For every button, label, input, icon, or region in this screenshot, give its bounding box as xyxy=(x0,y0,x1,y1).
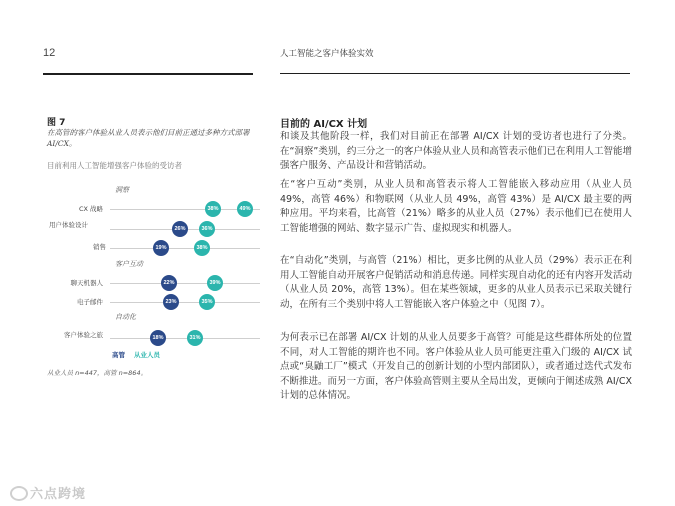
dot-staff-chatbot: 22% xyxy=(161,275,177,291)
row-label-chatbot: 聊天机器人 xyxy=(70,279,103,287)
figure-subtitle: 目前利用人工智能增强客户体验的受访者 xyxy=(47,161,182,170)
dot-exec-ux-design: 36% xyxy=(199,221,215,237)
legend-staff: 从业人员 xyxy=(134,351,160,359)
dot-staff-email: 23% xyxy=(163,294,179,310)
dot-staff-ux-design: 26% xyxy=(172,221,188,237)
dot-exec-email: 35% xyxy=(199,294,215,310)
paragraph-1: 和谈及其他阶段一样，我们对目前正在部署 AI/CX 计划的受访者也进行了分类。在“洞察”类别，约三分之一的客户体验从业人员和高管表示他们已在利用人工智能增强客户服务、产品设计和营销活动。 xyxy=(280,131,632,171)
row-track xyxy=(110,248,260,249)
figure-title: 图 7 xyxy=(47,118,66,128)
row-label-email: 电子邮件 xyxy=(77,298,103,306)
section-title: 目前的 AI/CX 计划 xyxy=(280,119,368,130)
row-track xyxy=(110,302,260,303)
paragraph-2: 在“客户互动”类别，从业人员和高管表示将人工智能嵌入移动应用（从业人员 49%，高管 46%）和物联网（从业人员 49%，高管 43%）是 AI/CX 最主要的两种应用。平均来看，比高管（21%）略多的从业人员（27%）表示他们已在使用人工智能增强的网站、数字显示广告、虚拟现实和机器人。 xyxy=(280,179,632,234)
watermark-logo-icon xyxy=(10,486,28,501)
dot-staff-journey: 18% xyxy=(150,330,166,346)
header-rule-right xyxy=(280,73,630,74)
row-label-cx-strategy: CX 战略 xyxy=(78,205,103,213)
row-track xyxy=(110,338,260,339)
category-label-insight: 洞察 xyxy=(115,186,129,194)
dot-exec-sales: 38% xyxy=(194,240,210,256)
category-label-engagement: 客户互动 xyxy=(115,260,143,268)
row-label-journey: 客户体验之旅 xyxy=(64,331,103,339)
page-number: 12 xyxy=(43,47,56,59)
dot-staff-sales: 19% xyxy=(153,240,169,256)
dot-exec-cx-strategy: 49% xyxy=(237,201,253,217)
figure-caption: 在高管的客户体验从业人员表示他们目前正通过多种方式部署 AI/CX。 xyxy=(47,128,250,148)
dot-exec-chatbot: 39% xyxy=(207,275,223,291)
row-label-sales: 销售 xyxy=(93,243,106,251)
dot-exec-journey: 31% xyxy=(187,330,203,346)
paragraph-4: 为何表示已在部署 AI/CX 计划的从业人员要多于高管？可能是这些群体所处的位置不同，对人工智能的期许也不同。客户体验从业人员可能更注重入门级的 AI/CX 试点或“臭鼬工厂”模式（开发自己的创新计划的小型内部团队），或者通过迭代式发布不断推进。而另一方面，客户体验高管则主要从全局出发，更倾向于阐述成熟 AI/CX 计划的总体情况。 xyxy=(280,332,632,401)
category-label-automation: 自动化 xyxy=(115,313,136,321)
header-rule-left xyxy=(43,73,253,75)
row-label-ux-design: 用户体验设计 xyxy=(49,221,88,229)
dot-staff-cx-strategy: 38% xyxy=(205,201,221,217)
row-track xyxy=(110,283,260,284)
legend-exec: 高管 xyxy=(112,351,125,359)
figure-note: 从业人员 n=447，高管 n=864。 xyxy=(47,369,148,377)
watermark-text: 六点跨境 xyxy=(30,487,87,502)
paragraph-3: 在“自动化”类别，与高管（21%）相比，更多比例的从业人员（29%）表示正在利用人工智能自动开展客户促销活动和消息传递。同样实现自动化的还有内容开发活动（从业人员 20%，高管 13%）。但在某些领域，更多的从业人员表示已采取关键行动，在所有三个类别中将人工智能嵌入客户体验之中（见图 7）。 xyxy=(280,255,632,310)
running-head: 人工智能之客户体验实效 xyxy=(280,49,374,59)
